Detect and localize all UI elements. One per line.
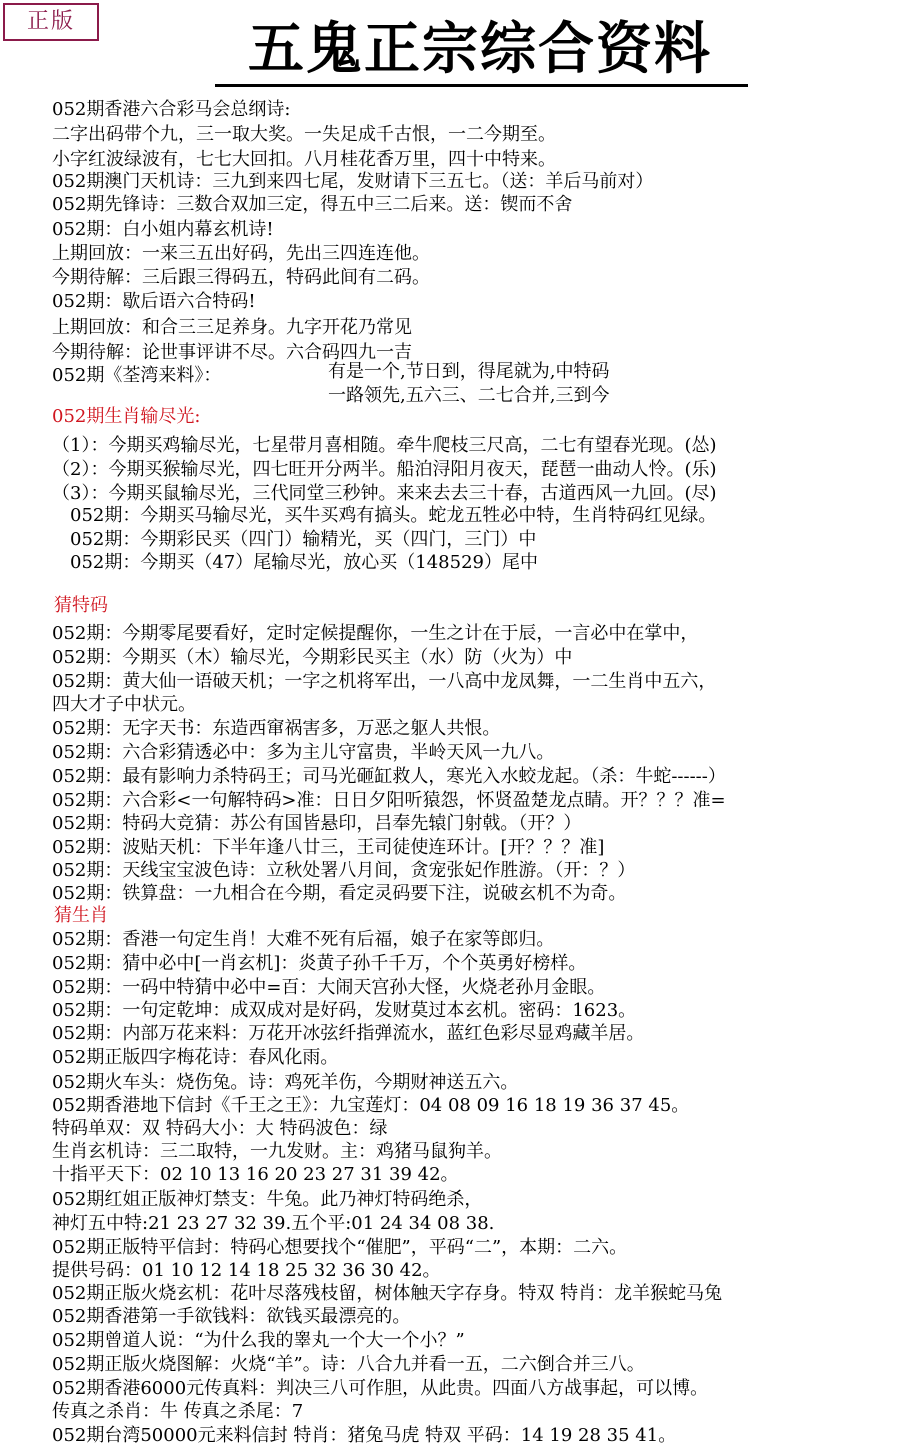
text-line: 052期：内部万花来料：万花开冰弦纤指弹流水，蓝红色彩尽显鸡藏羊居。 bbox=[52, 1023, 645, 1044]
text-line: 052期台湾50000元来料信封 特肖：猪兔马虎 特双 平码：14 19 28 35 41。 bbox=[52, 1425, 677, 1446]
text-line: 提供号码：01 10 12 14 18 25 32 36 30 42。 bbox=[52, 1260, 441, 1281]
text-line: 052期曾道人说：“为什么我的睾丸一个大一个小？” bbox=[52, 1330, 465, 1351]
text-line: 052期：六合彩<一句解特码>准：日日夕阳听猿怨，怀贤盈楚龙点睛。开？？？准= bbox=[52, 790, 726, 811]
text-line: 二字出码带个九，三一取大奖。一失足成千古恨，一二今期至。 bbox=[52, 124, 556, 145]
text-line: 052期：香港一句定生肖！大难不死有后福，娘子在家等郎归。 bbox=[52, 929, 555, 950]
text-line: 052期：今期买（47）尾输尽光，放心买（148529）尾中 bbox=[70, 552, 538, 573]
text-line: 有是一个,节日到，得尾就为,中特码 bbox=[328, 361, 610, 382]
text-line: 052期：黄大仙一语破天机；一字之机将军出，一八高中龙凤舞，一二生肖中五六， bbox=[52, 671, 717, 692]
text-line: 052期香港第一手欲钱料：欲钱买最漂亮的。 bbox=[52, 1306, 411, 1327]
text-line: 神灯五中特:21 23 27 32 39.五个平:01 24 34 08 38. bbox=[52, 1213, 495, 1234]
text-line: 052期《荃湾来料》： bbox=[52, 365, 222, 386]
text-line: 052期正版火烧玄机：花叶尽落残枝留，树体触天字存身。特双 特肖：龙羊猴蛇马兔 bbox=[52, 1283, 723, 1304]
text-line: 052期：一码中特猜中必中=百：大闹天宫孙大怪，火烧老孙月金眼。 bbox=[52, 977, 606, 998]
text-line: 052期正版火烧图解：火烧“羊”。诗：八合九并看一五，二六倒合并三八。 bbox=[52, 1354, 645, 1375]
text-line: 传真之杀肖：牛 传真之杀尾：7 bbox=[52, 1401, 304, 1422]
text-line: 上期回放：和合三三足养身。九字开花乃常见 bbox=[52, 317, 412, 338]
text-line: 052期：特码大竞猜：苏公有国皆悬印，吕奉先辕门射戟。（开？） bbox=[52, 813, 582, 834]
text-line: 052期火车头：烧伤兔。诗：鸡死羊伤，今期财神送五六。 bbox=[52, 1072, 519, 1093]
text-line: 052期：六合彩猜透必中：多为主儿守富贵，半岭天风一九八。 bbox=[52, 742, 555, 763]
text-line: 小字红波绿波有，七七大回扣。八月桂花香万里，四十中特来。 bbox=[52, 149, 556, 170]
text-line: 052期：今期彩民买（四门）输精光，买（四门，三门）中 bbox=[70, 529, 537, 550]
text-line: 052期：猜中必中[一肖玄机]：炎黄子孙千千万，个个英勇好榜样。 bbox=[52, 953, 587, 974]
text-line: 052期：波贴天机：下半年逢八廿三，王司徒使连环计。[开？？？准] bbox=[52, 837, 605, 858]
text-line: 今期待解：三后跟三得码五，特码此间有二码。 bbox=[52, 267, 430, 288]
text-line: 052期：无字天书：东造西窜祸害多，万恶之躯人共恨。 bbox=[52, 718, 501, 739]
section-heading: 052期生肖输尽光: bbox=[52, 406, 201, 427]
title-underline bbox=[215, 84, 748, 87]
section-heading: 猜生肖 bbox=[54, 905, 108, 926]
text-line: 052期：白小姐内幕玄机诗! bbox=[52, 219, 274, 240]
text-line: 052期：今期买（木）输尽光，今期彩民买主（水）防（火为）中 bbox=[52, 647, 573, 668]
text-line: 052期先锋诗：三数合双加三定，得五中三二后来。送：锲而不舍 bbox=[52, 194, 573, 215]
text-line: 特码单双：双 特码大小：大 特码波色：绿 bbox=[52, 1118, 388, 1139]
text-line: 052期：今期买马输尽光，买牛买鸡有搞头。蛇龙五牲必中特，生肖特码红见绿。 bbox=[70, 505, 717, 526]
text-line: 052期正版特平信封：特码心想要找个“催肥”，平码“二”，本期：二六。 bbox=[52, 1237, 628, 1258]
text-line: 052期红姐正版神灯禁支：牛兔。此乃神灯特码绝杀， bbox=[52, 1189, 483, 1210]
text-line: 052期香港地下信封《千王之王》：九宝莲灯：04 08 09 16 18 19 36 37 45。 bbox=[52, 1095, 690, 1116]
text-line: 052期香港六合彩马会总纲诗: bbox=[52, 99, 291, 120]
text-line: 052期澳门天机诗：三九到来四七尾，发财请下三五七。（送：羊后马前对） bbox=[52, 171, 654, 192]
text-line: 上期回放：一来三五出好码，先出三四连连他。 bbox=[52, 243, 430, 264]
text-line: 052期：歇后语六合特码! bbox=[52, 291, 256, 312]
section-heading: 猜特码 bbox=[54, 595, 108, 616]
text-line: 052期：最有影响力杀特码王；司马光砸缸救人，寒光入水蛟龙起。（杀：牛蛇------） bbox=[52, 766, 726, 787]
official-edition-badge: 正版 bbox=[3, 3, 99, 41]
text-line: 052期香港6000元传真料：判决三八可作胆，从此贵。四面八方战事起，可以博。 bbox=[52, 1378, 709, 1399]
text-line: 052期：今期零尾要看好，定时定候提醒你，一生之计在于辰，一言必中在掌中， bbox=[52, 623, 699, 644]
text-line: 生肖玄机诗：三二取特，一九发财。主：鸡猪马鼠狗羊。 bbox=[52, 1141, 502, 1162]
text-line: （2）：今期买猴输尽光，四七旺开分两半。船泊浔阳月夜天，琵琶一曲动人怜。(乐) bbox=[52, 459, 717, 480]
text-line: 052期正版四字梅花诗：春风化雨。 bbox=[52, 1047, 339, 1068]
text-line: 十指平天下：02 10 13 16 20 23 27 31 39 42。 bbox=[52, 1164, 459, 1185]
text-line: 今期待解：论世事评讲不尽。六合码四九一吉 bbox=[52, 342, 412, 363]
text-line: （1）：今期买鸡输尽光，七星带月喜相随。牵牛爬枝三尺高，二七有望春光现。(怂) bbox=[52, 435, 717, 456]
page-title: 五鬼正宗综合资料 bbox=[248, 16, 712, 82]
text-line: 四大才子中状元。 bbox=[52, 694, 196, 715]
text-line: 052期：一句定乾坤：成双成对是好码，发财莫过本玄机。密码：1623。 bbox=[52, 1000, 637, 1021]
text-line: （3）：今期买鼠输尽光，三代同堂三秒钟。来来去去三十春，古道西风一九回。(尽) bbox=[52, 483, 717, 504]
text-line: 一路领先,五六三、二七合并,三到今 bbox=[328, 385, 610, 406]
text-line: 052期：天线宝宝波色诗：立秋处署八月间，贪宠张妃作胜游。（开：？） bbox=[52, 860, 636, 881]
text-line: 052期：铁算盘：一九相合在今期，看定灵码要下注，说破玄机不为奇。 bbox=[52, 883, 627, 904]
